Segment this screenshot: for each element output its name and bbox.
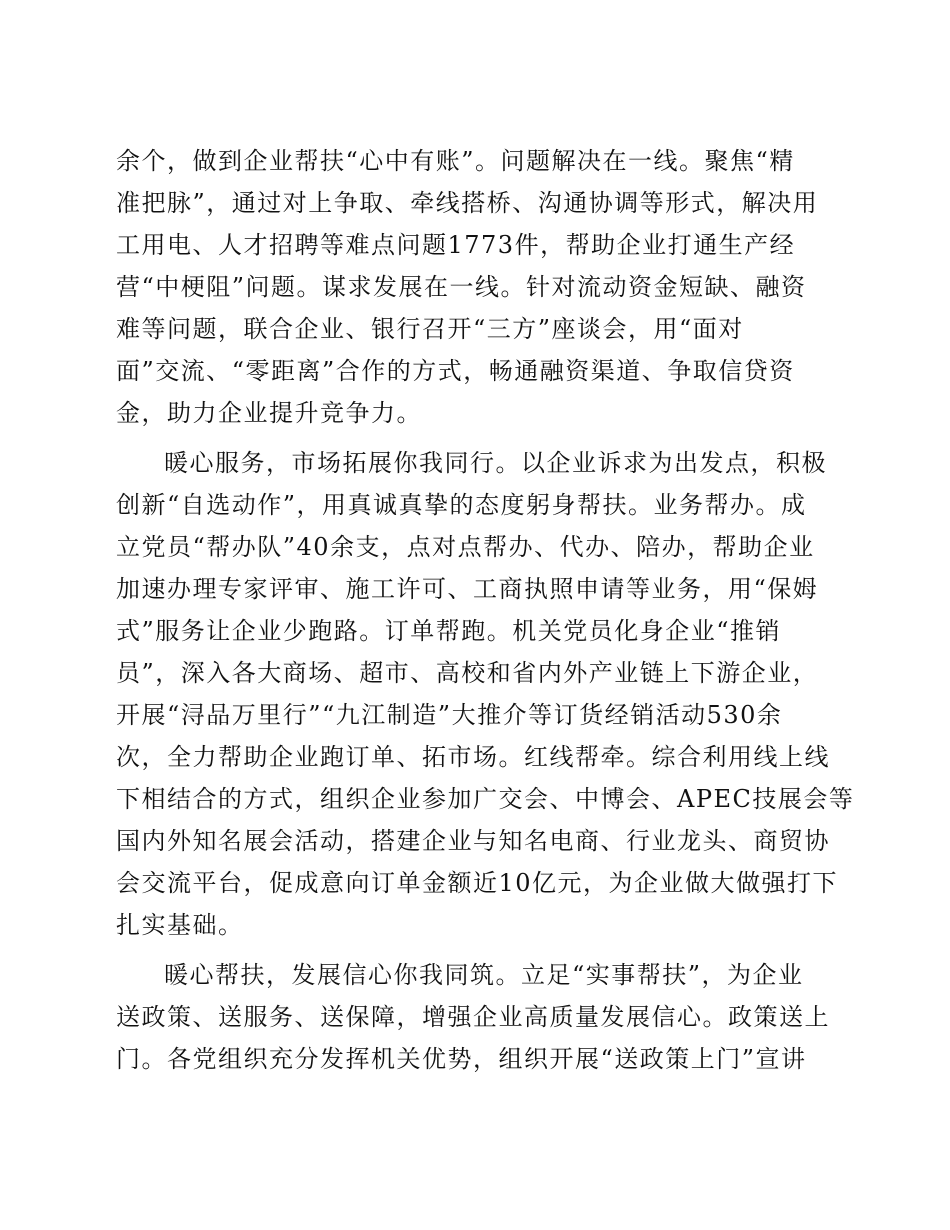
text-line: 工用电、人才招聘等难点问题1773件，帮助企业打通生产经: [116, 231, 796, 259]
text-line: 员”，深入各大商场、超市、高校和省内外产业链上下游企业，: [116, 659, 819, 687]
text-line: 国内外知名展会活动，搭建企业与知名电商、行业龙头、商贸协: [116, 827, 830, 855]
text-line: 会交流平台，促成意向订单金额近10亿元，为企业做大做强打下: [116, 869, 839, 897]
text-line: 开展“浔品万里行”“九江制造”大推介等订货经销活动530余: [116, 701, 783, 729]
text-line: 下相结合的方式，组织企业参加广交会、中博会、APEC技展会等: [116, 785, 855, 813]
text-line: 创新“自选动作”，用真诚真挚的态度躬身帮扶。业务帮办。成: [116, 491, 807, 519]
paragraph-first-line: 暖心服务，市场拓展你我同行。以企业诉求为出发点，积极: [164, 449, 827, 477]
text-line: 面”交流、“零距离”合作的方式，畅通融资渠道、争取信贷资: [116, 357, 795, 385]
text-line: 立党员“帮办队”40余支，点对点帮办、代办、陪办，帮助企业: [116, 533, 815, 561]
paragraph-first-line: 暖心帮扶，发展信心你我同筑。立足“实事帮扶”，为企业: [164, 961, 804, 989]
text-line: 次，全力帮助企业跑订单、拓市场。红线帮牵。综合利用线上线: [116, 743, 830, 771]
text-line: 送政策、送服务、送保障，增强企业高质量发展信心。政策送上: [116, 1003, 830, 1031]
text-line: 加速办理专家评审、施工许可、工商执照申请等业务，用“保姆: [116, 575, 819, 603]
text-line: 难等问题，联合企业、银行召开“三方”座谈会，用“面对: [116, 315, 744, 343]
text-line: 式”服务让企业少跑路。订单帮跑。机关党员化身企业“推销: [116, 617, 782, 645]
text-line: 扎实基础。: [116, 911, 244, 939]
text-line: 门。各党组织充分发挥机关优势，组织开展“送政策上门”宣讲: [116, 1045, 807, 1073]
text-line: 准把脉”，通过对上争取、牵线搭桥、沟通协调等形式，解决用: [116, 189, 819, 217]
text-line: 营“中梗阻”问题。谋求发展在一线。针对流动资金短缺、融资: [116, 273, 807, 301]
text-line: 余个，做到企业帮扶“心中有账”。问题解决在一线。聚焦“精: [116, 147, 795, 175]
text-line: 金，助力企业提升竞争力。: [116, 399, 422, 427]
